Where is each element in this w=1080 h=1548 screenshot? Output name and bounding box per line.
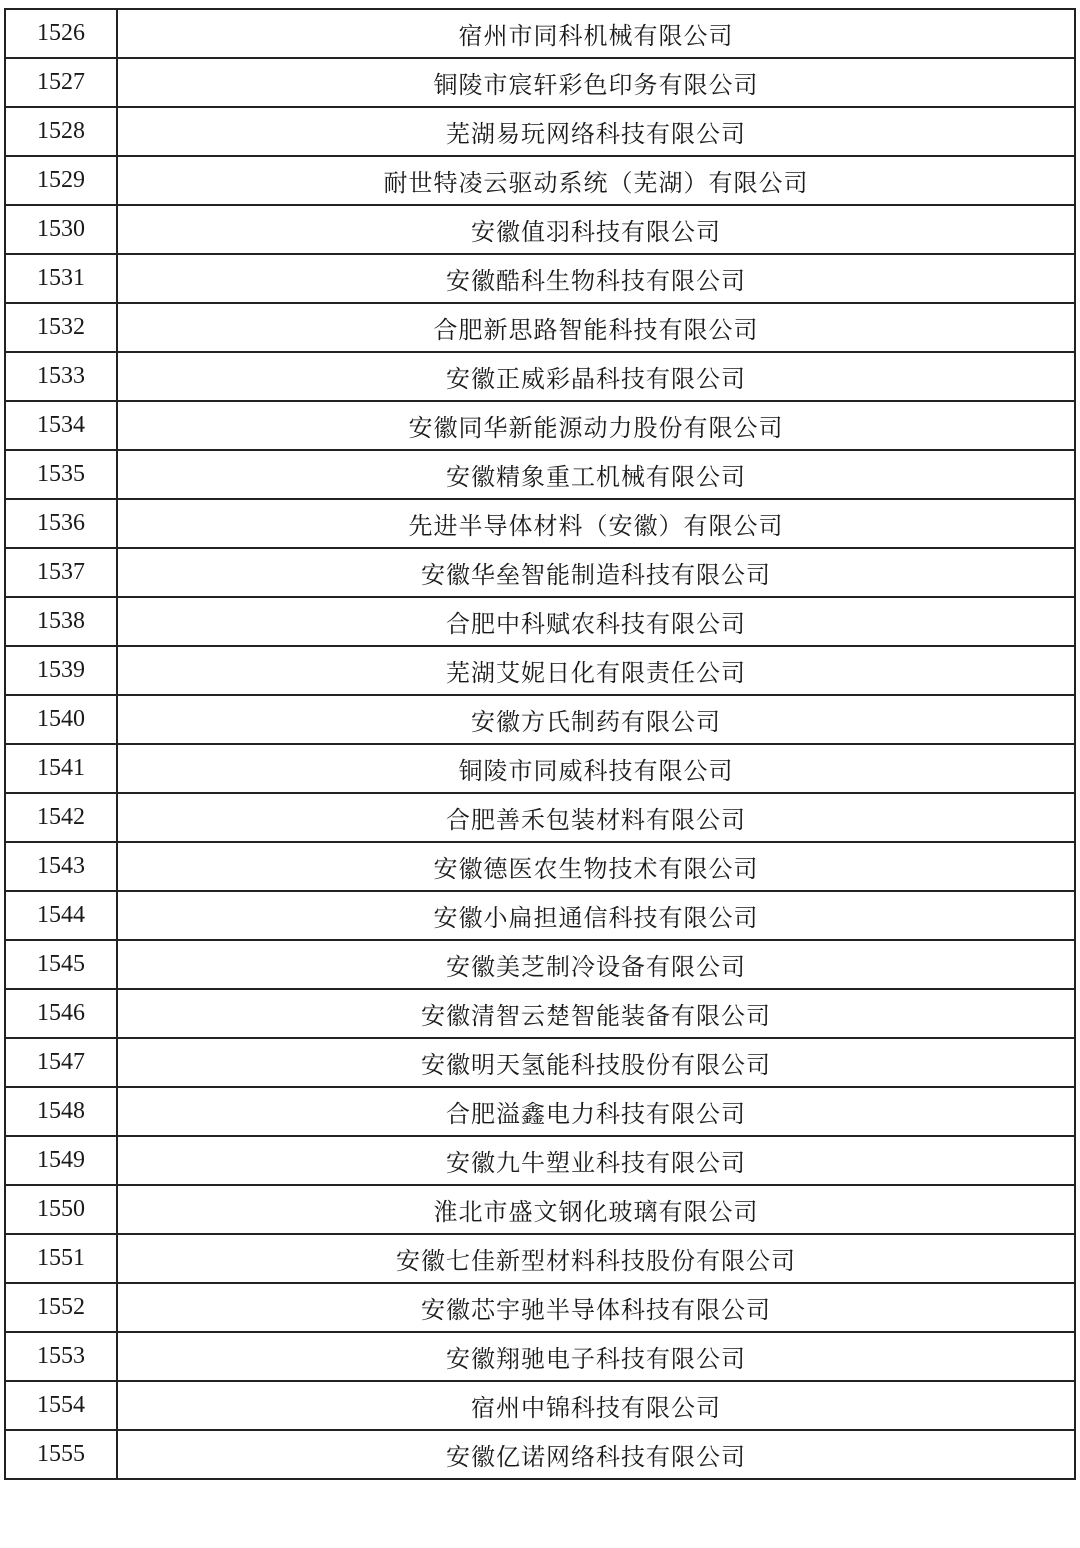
row-number-cell: 1548	[5, 1087, 117, 1136]
row-number-cell: 1552	[5, 1283, 117, 1332]
company-name-cell: 宿州市同科机械有限公司	[117, 9, 1075, 58]
row-number-cell: 1535	[5, 450, 117, 499]
company-name-cell: 安徽华垒智能制造科技有限公司	[117, 548, 1075, 597]
company-name-cell: 合肥中科赋农科技有限公司	[117, 597, 1075, 646]
row-number-cell: 1529	[5, 156, 117, 205]
company-name-cell: 合肥新思路智能科技有限公司	[117, 303, 1075, 352]
row-number-cell: 1554	[5, 1381, 117, 1430]
company-name-cell: 安徽美芝制冷设备有限公司	[117, 940, 1075, 989]
company-name-cell: 安徽正威彩晶科技有限公司	[117, 352, 1075, 401]
row-number-cell: 1543	[5, 842, 117, 891]
row-number-cell: 1547	[5, 1038, 117, 1087]
company-name-cell: 安徽清智云楚智能装备有限公司	[117, 989, 1075, 1038]
company-name-cell: 安徽芯宇驰半导体科技有限公司	[117, 1283, 1075, 1332]
company-name-cell: 宿州中锦科技有限公司	[117, 1381, 1075, 1430]
table-row	[5, 597, 1075, 646]
table-row	[5, 352, 1075, 401]
company-name-cell: 淮北市盛文钢化玻璃有限公司	[117, 1185, 1075, 1234]
row-number-cell: 1545	[5, 940, 117, 989]
row-number-cell: 1553	[5, 1332, 117, 1381]
table-row	[5, 401, 1075, 450]
table-row	[5, 989, 1075, 1038]
table-row	[5, 793, 1075, 842]
table-row	[5, 744, 1075, 793]
table-row	[5, 303, 1075, 352]
table-row	[5, 1430, 1075, 1479]
table-row	[5, 695, 1075, 744]
row-number-cell: 1538	[5, 597, 117, 646]
table-row	[5, 450, 1075, 499]
row-number-cell: 1541	[5, 744, 117, 793]
row-number-cell: 1537	[5, 548, 117, 597]
company-name-cell: 合肥溢鑫电力科技有限公司	[117, 1087, 1075, 1136]
row-number-cell: 1555	[5, 1430, 117, 1479]
table-row	[5, 1332, 1075, 1381]
table-row	[5, 156, 1075, 205]
table-row	[5, 1381, 1075, 1430]
row-number-cell: 1527	[5, 58, 117, 107]
row-number-cell: 1546	[5, 989, 117, 1038]
table-row	[5, 499, 1075, 548]
company-name-cell: 安徽九牛塑业科技有限公司	[117, 1136, 1075, 1185]
company-name-cell: 安徽德医农生物技术有限公司	[117, 842, 1075, 891]
row-number-cell: 1550	[5, 1185, 117, 1234]
company-list-table	[4, 8, 1076, 1480]
company-name-cell: 安徽同华新能源动力股份有限公司	[117, 401, 1075, 450]
table-row	[5, 1185, 1075, 1234]
row-number-cell: 1531	[5, 254, 117, 303]
table-row	[5, 1038, 1075, 1087]
company-name-cell: 安徽小扁担通信科技有限公司	[117, 891, 1075, 940]
company-name-cell: 芜湖艾妮日化有限责任公司	[117, 646, 1075, 695]
table-row	[5, 1234, 1075, 1283]
company-name-cell: 合肥善禾包装材料有限公司	[117, 793, 1075, 842]
table-row	[5, 1087, 1075, 1136]
table-row	[5, 646, 1075, 695]
table-body	[5, 9, 1075, 1479]
table-row	[5, 107, 1075, 156]
table-row	[5, 254, 1075, 303]
table-row	[5, 205, 1075, 254]
table-row	[5, 58, 1075, 107]
company-name-cell: 安徽酷科生物科技有限公司	[117, 254, 1075, 303]
row-number-cell: 1549	[5, 1136, 117, 1185]
row-number-cell: 1536	[5, 499, 117, 548]
table-row	[5, 940, 1075, 989]
table-row	[5, 1136, 1075, 1185]
table-row	[5, 1283, 1075, 1332]
row-number-cell: 1530	[5, 205, 117, 254]
table-row	[5, 9, 1075, 58]
company-name-cell: 安徽明天氢能科技股份有限公司	[117, 1038, 1075, 1087]
company-name-cell: 安徽翔驰电子科技有限公司	[117, 1332, 1075, 1381]
company-name-cell: 芜湖易玩网络科技有限公司	[117, 107, 1075, 156]
row-number-cell: 1533	[5, 352, 117, 401]
row-number-cell: 1544	[5, 891, 117, 940]
company-name-cell: 安徽亿诺网络科技有限公司	[117, 1430, 1075, 1479]
row-number-cell: 1551	[5, 1234, 117, 1283]
row-number-cell: 1539	[5, 646, 117, 695]
row-number-cell: 1532	[5, 303, 117, 352]
company-name-cell: 安徽方氏制药有限公司	[117, 695, 1075, 744]
row-number-cell: 1528	[5, 107, 117, 156]
table-row	[5, 891, 1075, 940]
company-name-cell: 耐世特凌云驱动系统（芜湖）有限公司	[117, 156, 1075, 205]
company-name-cell: 安徽七佳新型材料科技股份有限公司	[117, 1234, 1075, 1283]
company-name-cell: 铜陵市同威科技有限公司	[117, 744, 1075, 793]
table-row	[5, 842, 1075, 891]
company-name-cell: 安徽值羽科技有限公司	[117, 205, 1075, 254]
company-name-cell: 先进半导体材料（安徽）有限公司	[117, 499, 1075, 548]
company-name-cell: 铜陵市宸轩彩色印务有限公司	[117, 58, 1075, 107]
company-name-cell: 安徽精象重工机械有限公司	[117, 450, 1075, 499]
table-row	[5, 548, 1075, 597]
row-number-cell: 1526	[5, 9, 117, 58]
row-number-cell: 1534	[5, 401, 117, 450]
row-number-cell: 1540	[5, 695, 117, 744]
row-number-cell: 1542	[5, 793, 117, 842]
